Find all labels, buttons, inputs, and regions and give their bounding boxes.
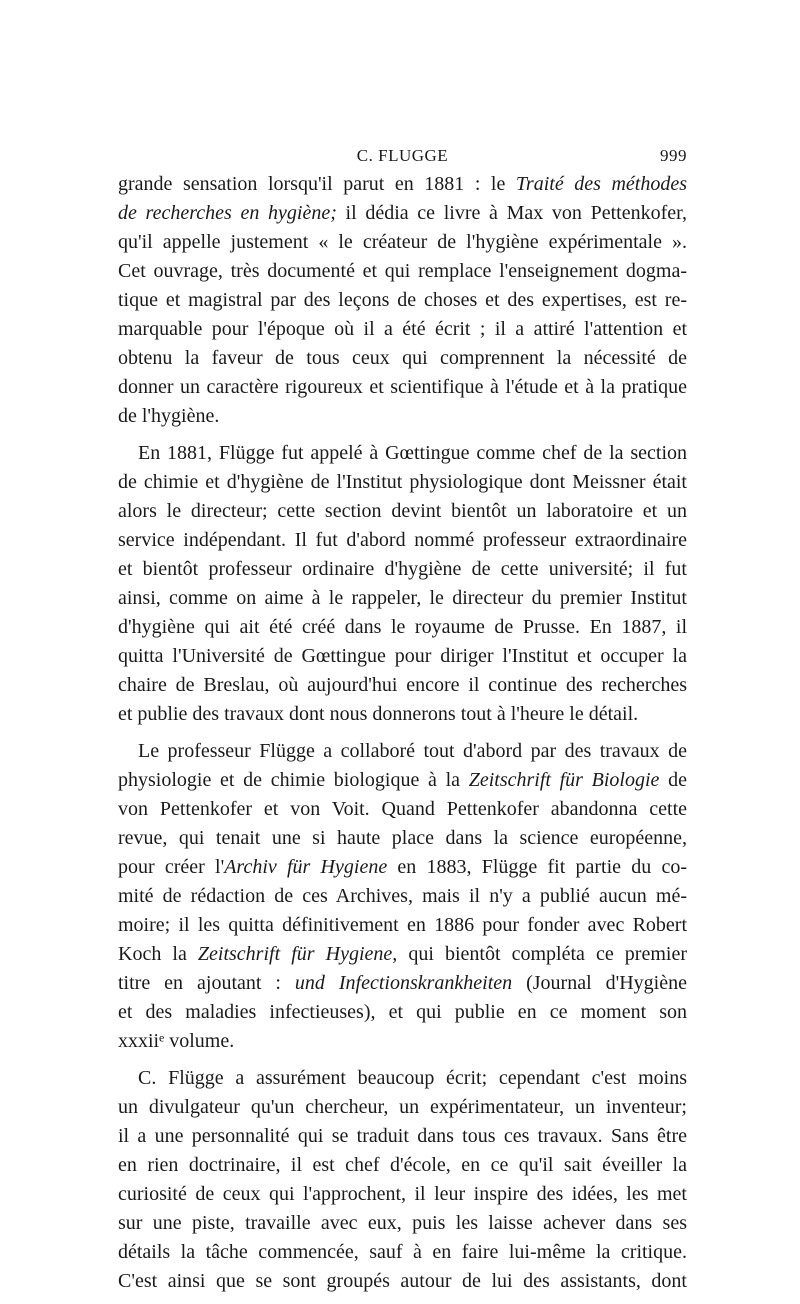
text-line: alors le directeur; cette section devint bientôt un laboratoire et un	[118, 500, 687, 522]
paragraph	[118, 737, 687, 1056]
text-line: curiosité de ceux qui l'approchent, il leur inspire des idées, les met	[118, 1183, 687, 1205]
text-line: tique et magistral par des leçons de choses et des expertises, est re-	[118, 289, 687, 311]
text-line: obtenu la faveur de tous ceux qui comprennent la nécessité de	[118, 347, 687, 369]
text-line: C. Flügge a assurément beaucoup écrit; cependant c'est moins	[138, 1067, 687, 1089]
text-line: xxxiiᵉ volume.	[118, 1030, 235, 1052]
text-line: sur une piste, travaille avec eux, puis les laisse achever dans ses	[118, 1212, 687, 1234]
text-line: et bientôt professeur ordinaire d'hygiène de cette université; il fut	[118, 558, 687, 580]
text-line: et publie des travaux dont nous donnerons tout à l'heure le détail.	[118, 703, 639, 725]
text-line: revue, qui tenait une si haute place dans la science européenne,	[118, 827, 687, 849]
text-line: détails la tâche commencée, sauf à en faire lui-même la critique.	[118, 1241, 687, 1263]
text-line: et des maladies infectieuses), et qui publie en ce moment son	[118, 1001, 687, 1023]
text-line: pour créer l'Archiv für Hygiene en 1883, Flügge fit partie du co-	[118, 856, 687, 878]
text-line: il a une personnalité qui se traduit dans tous ces travaux. Sans être	[118, 1125, 687, 1147]
text-line: Le professeur Flügge a collaboré tout d'abord par des travaux de	[138, 740, 687, 762]
text-line: physiologie et de chimie biologique à la Zeitschrift für Biologie de	[118, 769, 687, 791]
text-line: En 1881, Flügge fut appelé à Gœttingue comme chef de la section	[138, 442, 687, 464]
text-line: Cet ouvrage, très documenté et qui remplace l'enseignement dogma-	[118, 260, 687, 282]
text-line: un divulgateur qu'un chercheur, un expérimentateur, un inventeur;	[118, 1096, 687, 1118]
text-line: donner un caractère rigoureux et scientifique à l'étude et à la pratique	[118, 376, 687, 398]
paragraph	[118, 1064, 687, 1296]
page-header	[118, 146, 687, 170]
text-line: grande sensation lorsqu'il parut en 1881 : le Traité des méthodes	[118, 173, 687, 195]
text-line: service indépendant. Il fut d'abord nommé professeur extraordinaire	[118, 529, 687, 551]
text-line: marquable pour l'époque où il a été écrit ; il a attiré l'attention et	[118, 318, 687, 340]
running-title: C. FLUGGE	[356, 146, 449, 165]
text-line: d'hygiène qui ait été créé dans le royaume de Prusse. En 1887, il	[118, 616, 687, 638]
text-line: Koch la Zeitschrift für Hygiene, qui bientôt compléta ce premier	[118, 943, 687, 965]
text-line: quitta l'Université de Gœttingue pour diriger l'Institut et occuper la	[118, 645, 687, 667]
paragraph	[118, 170, 687, 431]
paragraph	[118, 439, 687, 729]
text-line: von Pettenkofer et von Voit. Quand Pettenkofer abandonna cette	[118, 798, 687, 820]
text-line: en rien doctrinaire, il est chef d'école, en ce qu'il sait éveiller la	[118, 1154, 687, 1176]
text-line: qu'il appelle justement « le créateur de l'hygiène expérimentale ».	[118, 231, 687, 253]
text-line: moire; il les quitta définitivement en 1886 pour fonder avec Robert	[118, 914, 687, 936]
text-line: ainsi, comme on aime à le rappeler, le directeur du premier Institut	[118, 587, 687, 609]
text-line: mité de rédaction de ces Archives, mais il n'y a publié aucun mé-	[118, 885, 687, 907]
text-line: chaire de Breslau, où aujourd'hui encore il continue des recherches	[118, 674, 687, 696]
text-line: titre en ajoutant : und Infectionskrankheiten (Journal d'Hygiène	[118, 972, 687, 994]
text-line: de chimie et d'hygiène de l'Institut physiologique dont Meissner était	[118, 471, 687, 493]
text-line: de l'hygiène.	[118, 405, 220, 427]
text-line: C'est ainsi que se sont groupés autour de lui des assistants, dont	[118, 1270, 687, 1292]
text-line: de recherches en hygiène; il dédia ce livre à Max von Pettenkofer,	[118, 202, 687, 224]
page-number: 999	[660, 146, 687, 165]
body-text	[118, 170, 687, 1304]
